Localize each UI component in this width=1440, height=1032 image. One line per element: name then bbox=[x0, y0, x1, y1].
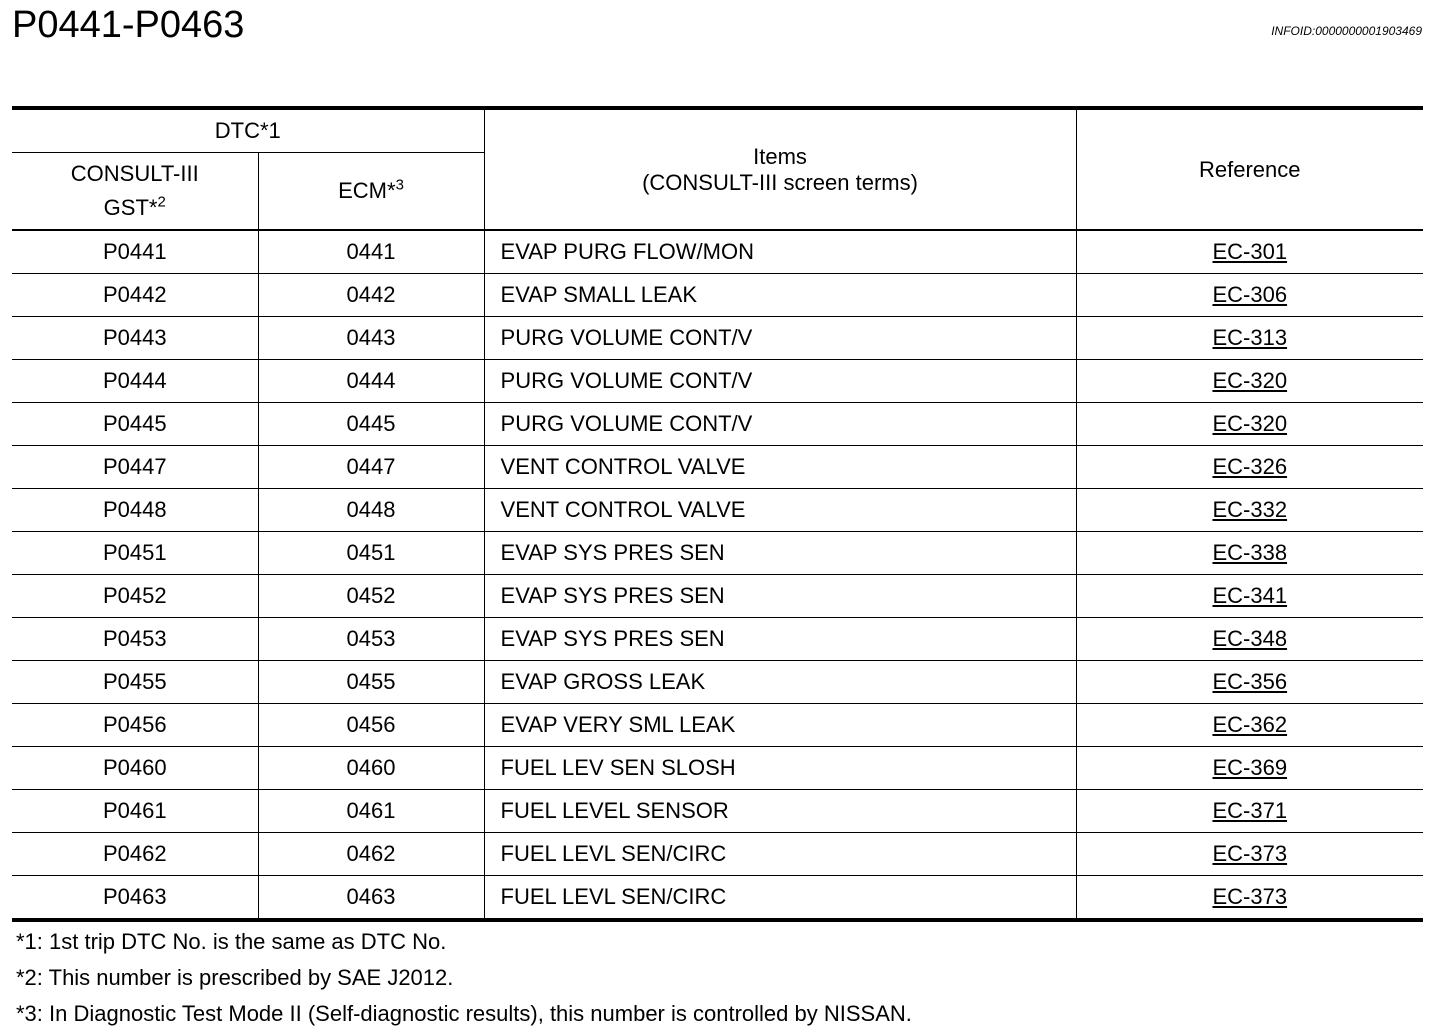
cell-item: FUEL LEVL SEN/CIRC bbox=[484, 876, 1076, 921]
cell-item: EVAP PURG FLOW/MON bbox=[484, 230, 1076, 274]
header-items-line1: Items bbox=[753, 143, 807, 169]
header-consult: CONSULT-III bbox=[70, 161, 199, 186]
reference-link[interactable]: EC-373 bbox=[1212, 841, 1288, 866]
cell-item: VENT CONTROL VALVE bbox=[484, 446, 1076, 489]
table-row bbox=[12, 489, 1423, 532]
dtc-table-header bbox=[12, 108, 1423, 230]
table-row bbox=[12, 403, 1423, 446]
cell-reference bbox=[1076, 230, 1423, 274]
info-id: INFOID:0000000001903469 bbox=[1271, 24, 1422, 38]
reference-link[interactable]: EC-362 bbox=[1212, 712, 1288, 737]
cell-consult-code: P0447 bbox=[12, 446, 258, 489]
cell-reference bbox=[1076, 575, 1423, 618]
reference-link[interactable]: EC-320 bbox=[1212, 411, 1288, 436]
cell-consult-code: P0455 bbox=[12, 661, 258, 704]
cell-item: EVAP SYS PRES SEN bbox=[484, 618, 1076, 661]
cell-consult-code: P0463 bbox=[12, 876, 258, 921]
cell-consult-code: P0445 bbox=[12, 403, 258, 446]
table-row bbox=[12, 618, 1423, 661]
cell-item: FUEL LEVEL SENSOR bbox=[484, 790, 1076, 833]
cell-consult-code: P0442 bbox=[12, 274, 258, 317]
reference-link[interactable]: EC-356 bbox=[1212, 669, 1288, 694]
cell-reference bbox=[1076, 360, 1423, 403]
reference-link[interactable]: EC-313 bbox=[1212, 325, 1288, 350]
cell-reference bbox=[1076, 446, 1423, 489]
cell-ecm-code: 0447 bbox=[258, 446, 484, 489]
cell-ecm-code: 0444 bbox=[258, 360, 484, 403]
cell-ecm-code: 0461 bbox=[258, 790, 484, 833]
cell-reference bbox=[1076, 790, 1423, 833]
cell-item: EVAP SYS PRES SEN bbox=[484, 532, 1076, 575]
cell-ecm-code: 0455 bbox=[258, 661, 484, 704]
table-row bbox=[12, 876, 1423, 921]
cell-item: EVAP GROSS LEAK bbox=[484, 661, 1076, 704]
header-reference: Reference bbox=[1076, 108, 1423, 230]
footnote-3: *3: In Diagnostic Test Mode II (Self-diagnostic results), this number is controlled by NISSAN. bbox=[16, 1001, 912, 1026]
header-consult-gst bbox=[12, 153, 258, 231]
footnote-2: *2: This number is prescribed by SAE J2012. bbox=[16, 965, 454, 990]
cell-ecm-code: 0462 bbox=[258, 833, 484, 876]
reference-link[interactable]: EC-326 bbox=[1212, 454, 1288, 479]
dtc-table bbox=[12, 106, 1423, 922]
table-row bbox=[12, 833, 1423, 876]
reference-link[interactable]: EC-369 bbox=[1212, 755, 1288, 780]
reference-link[interactable]: EC-306 bbox=[1212, 282, 1288, 307]
table-row bbox=[12, 790, 1423, 833]
reference-link[interactable]: EC-371 bbox=[1212, 798, 1288, 823]
cell-ecm-code: 0453 bbox=[258, 618, 484, 661]
table-row bbox=[12, 747, 1423, 790]
cell-ecm-code: 0456 bbox=[258, 704, 484, 747]
table-row bbox=[12, 704, 1423, 747]
cell-reference bbox=[1076, 704, 1423, 747]
reference-link[interactable]: EC-332 bbox=[1212, 497, 1288, 522]
cell-consult-code: P0460 bbox=[12, 747, 258, 790]
cell-reference bbox=[1076, 618, 1423, 661]
table-row bbox=[12, 360, 1423, 403]
header-dtc: DTC*1 bbox=[12, 108, 484, 153]
cell-reference bbox=[1076, 532, 1423, 575]
cell-ecm-code: 0448 bbox=[258, 489, 484, 532]
cell-consult-code: P0453 bbox=[12, 618, 258, 661]
cell-ecm-code: 0463 bbox=[258, 876, 484, 921]
cell-item: FUEL LEVL SEN/CIRC bbox=[484, 833, 1076, 876]
cell-reference bbox=[1076, 274, 1423, 317]
table-row bbox=[12, 230, 1423, 274]
cell-ecm-code: 0451 bbox=[258, 532, 484, 575]
reference-link[interactable]: EC-320 bbox=[1212, 368, 1288, 393]
cell-reference bbox=[1076, 489, 1423, 532]
table-row bbox=[12, 274, 1423, 317]
cell-reference bbox=[1076, 403, 1423, 446]
cell-reference bbox=[1076, 876, 1423, 921]
cell-reference bbox=[1076, 317, 1423, 360]
cell-ecm-code: 0441 bbox=[258, 230, 484, 274]
cell-reference bbox=[1076, 833, 1423, 876]
reference-link[interactable]: EC-301 bbox=[1212, 239, 1288, 264]
reference-link[interactable]: EC-338 bbox=[1212, 540, 1288, 565]
header-items-line2: (CONSULT-III screen terms) bbox=[642, 169, 918, 195]
cell-item: EVAP VERY SML LEAK bbox=[484, 704, 1076, 747]
cell-item: EVAP SMALL LEAK bbox=[484, 274, 1076, 317]
cell-ecm-code: 0442 bbox=[258, 274, 484, 317]
cell-ecm-code: 0452 bbox=[258, 575, 484, 618]
reference-link[interactable]: EC-341 bbox=[1212, 583, 1288, 608]
table-row bbox=[12, 446, 1423, 489]
header-gst-footnote: 2 bbox=[157, 193, 166, 211]
cell-consult-code: P0462 bbox=[12, 833, 258, 876]
cell-reference bbox=[1076, 661, 1423, 704]
cell-consult-code: P0441 bbox=[12, 230, 258, 274]
footnotes bbox=[16, 924, 912, 1032]
cell-item: PURG VOLUME CONT/V bbox=[484, 360, 1076, 403]
cell-ecm-code: 0460 bbox=[258, 747, 484, 790]
cell-item: EVAP SYS PRES SEN bbox=[484, 575, 1076, 618]
cell-ecm-code: 0443 bbox=[258, 317, 484, 360]
cell-ecm-code: 0445 bbox=[258, 403, 484, 446]
cell-consult-code: P0443 bbox=[12, 317, 258, 360]
cell-item: FUEL LEV SEN SLOSH bbox=[484, 747, 1076, 790]
cell-item: VENT CONTROL VALVE bbox=[484, 489, 1076, 532]
cell-consult-code: P0456 bbox=[12, 704, 258, 747]
table-row bbox=[12, 661, 1423, 704]
cell-consult-code: P0452 bbox=[12, 575, 258, 618]
table-row bbox=[12, 532, 1423, 575]
header-ecm-footnote: 3 bbox=[395, 176, 404, 194]
cell-item: PURG VOLUME CONT/V bbox=[484, 317, 1076, 360]
footnote-1: *1: 1st trip DTC No. is the same as DTC No. bbox=[16, 929, 447, 954]
cell-item: PURG VOLUME CONT/V bbox=[484, 403, 1076, 446]
reference-link[interactable]: EC-373 bbox=[1212, 884, 1288, 909]
cell-consult-code: P0444 bbox=[12, 360, 258, 403]
cell-reference bbox=[1076, 747, 1423, 790]
cell-consult-code: P0448 bbox=[12, 489, 258, 532]
reference-link[interactable]: EC-348 bbox=[1212, 626, 1288, 651]
dtc-table-body bbox=[12, 230, 1423, 920]
header-items bbox=[484, 108, 1076, 230]
cell-consult-code: P0451 bbox=[12, 532, 258, 575]
table-row bbox=[12, 317, 1423, 360]
header-gst: GST* bbox=[103, 195, 158, 220]
header-ecm-label: ECM* bbox=[338, 178, 396, 203]
table-row bbox=[12, 575, 1423, 618]
page-title: P0441-P0463 bbox=[12, 4, 245, 46]
header-ecm bbox=[258, 153, 484, 231]
cell-consult-code: P0461 bbox=[12, 790, 258, 833]
